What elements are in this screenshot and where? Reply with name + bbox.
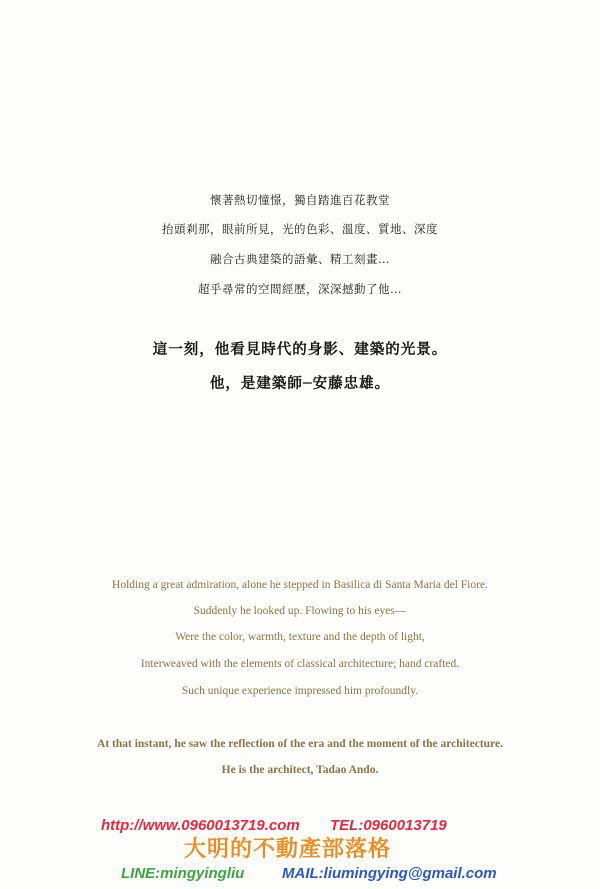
english-line-3: Were the color, warmth, texture and the depth of light, bbox=[175, 631, 425, 643]
watermark-mail: MAIL:liumingying@gmail.com bbox=[282, 865, 497, 882]
english-line-5: Such unique experience impressed him profoundly. bbox=[181, 685, 419, 697]
watermark-blog-name: 大明的不動產部落格 bbox=[184, 836, 392, 861]
chinese-emphasis-2: 他，是建築師─安藤忠雄。 bbox=[209, 375, 391, 392]
chinese-line-4: 超乎尋常的空間經歷，深深撼動了他… bbox=[198, 282, 402, 296]
chinese-emphasis-1: 這一刻，他看見時代的身影、建築的光景。 bbox=[152, 341, 448, 358]
english-line-4: Interweaved with the elements of classical architecture; hand crafted. bbox=[140, 658, 460, 670]
english-line-1: Holding a great admiration, alone he stepped in Basilica di Santa Maria del Fiore. bbox=[112, 579, 488, 591]
chinese-line-3: 融合古典建築的語彙、精工刻畫… bbox=[210, 252, 390, 266]
chinese-line-2: 抬頭剎那，眼前所見，光的色彩、溫度、質地、深度 bbox=[162, 222, 438, 236]
watermark-tel: TEL:0960013719 bbox=[330, 817, 447, 834]
chinese-line-1: 懷著熱切憧憬，獨自踏進百花教堂 bbox=[210, 193, 390, 207]
watermark-line: LINE:mingyingliu bbox=[121, 865, 245, 882]
english-emphasis-2: He is the architect, Tadao Ando. bbox=[221, 764, 379, 776]
english-emphasis-1: At that instant, he saw the reflection of the era and the moment of the architecture. bbox=[97, 738, 503, 750]
watermark-url: http://www.0960013719.com bbox=[101, 817, 300, 834]
english-line-2: Suddenly he looked up. Flowing to his eyes— bbox=[193, 605, 407, 617]
